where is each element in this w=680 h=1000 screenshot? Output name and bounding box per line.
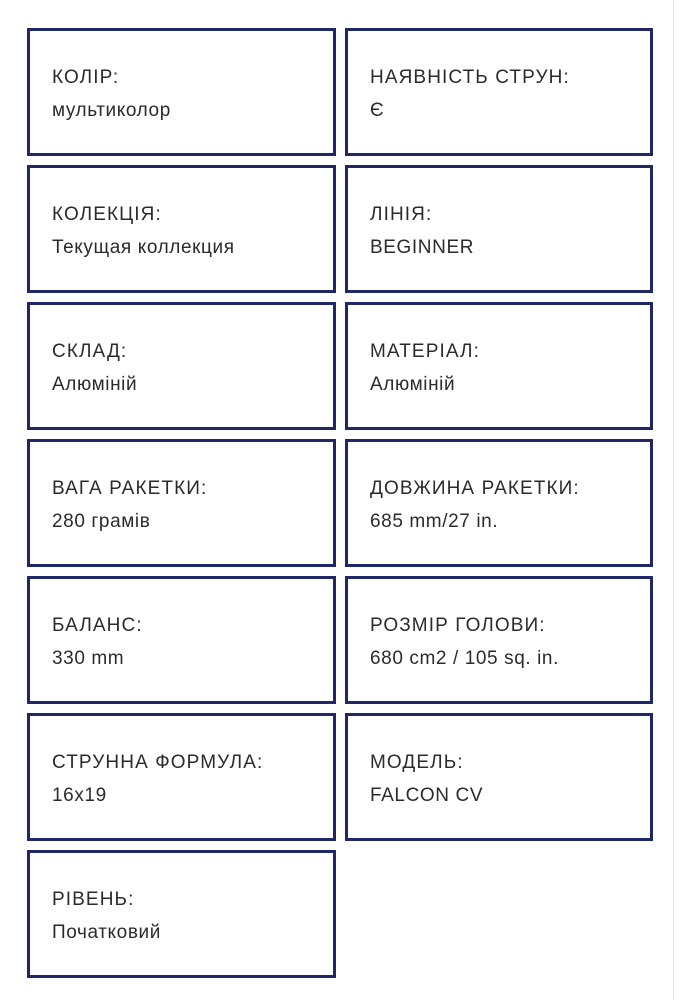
spec-label: КОЛІР: [52,67,120,88]
spec-label: РОЗМІР ГОЛОВИ: [370,615,546,636]
spec-card-line [345,165,653,293]
product-specs-grid [27,28,653,978]
spec-label: МОДЕЛЬ: [370,752,464,773]
spec-card-composition [27,302,336,430]
spec-card-model [345,713,653,841]
spec-card-strings-included [345,28,653,156]
spec-value: Алюміній [52,374,138,395]
spec-label: КОЛЕКЦІЯ: [52,204,162,225]
spec-card-color [27,28,336,156]
spec-card-material [345,302,653,430]
spec-value: 330 mm [52,648,125,669]
spec-card-collection [27,165,336,293]
spec-label: ВАГА РАКЕТКИ: [52,478,208,499]
spec-label: РІВЕНЬ: [52,889,135,910]
spec-value: мультиколор [52,100,171,121]
spec-value: Початковий [52,922,161,943]
spec-card-level [27,850,336,978]
spec-label: СТРУННА ФОРМУЛА: [52,752,264,773]
spec-value: 680 cm2 / 105 sq. in. [370,648,559,669]
spec-card-balance [27,576,336,704]
spec-value: 685 mm/27 in. [370,511,499,532]
spec-card-racket-length [345,439,653,567]
spec-label: МАТЕРІАЛ: [370,341,480,362]
spec-value: Текущая коллекция [52,237,235,258]
spec-card-string-pattern [27,713,336,841]
spec-value: Алюміній [370,374,456,395]
spec-label: НАЯВНІСТЬ СТРУН: [370,67,570,88]
spec-value: 280 грамів [52,511,151,532]
spec-label: СКЛАД: [52,341,128,362]
spec-value: 16x19 [52,785,107,806]
spec-value: FALCON CV [370,785,484,806]
spec-value: BEGINNER [370,237,475,258]
spec-card-racket-weight [27,439,336,567]
spec-label: ЛІНІЯ: [370,204,433,225]
spec-card-head-size [345,576,653,704]
spec-label: БАЛАНС: [52,615,143,636]
spec-value: Є [370,100,385,121]
spec-label: ДОВЖИНА РАКЕТКИ: [370,478,580,499]
page-edge-divider [673,0,674,1000]
